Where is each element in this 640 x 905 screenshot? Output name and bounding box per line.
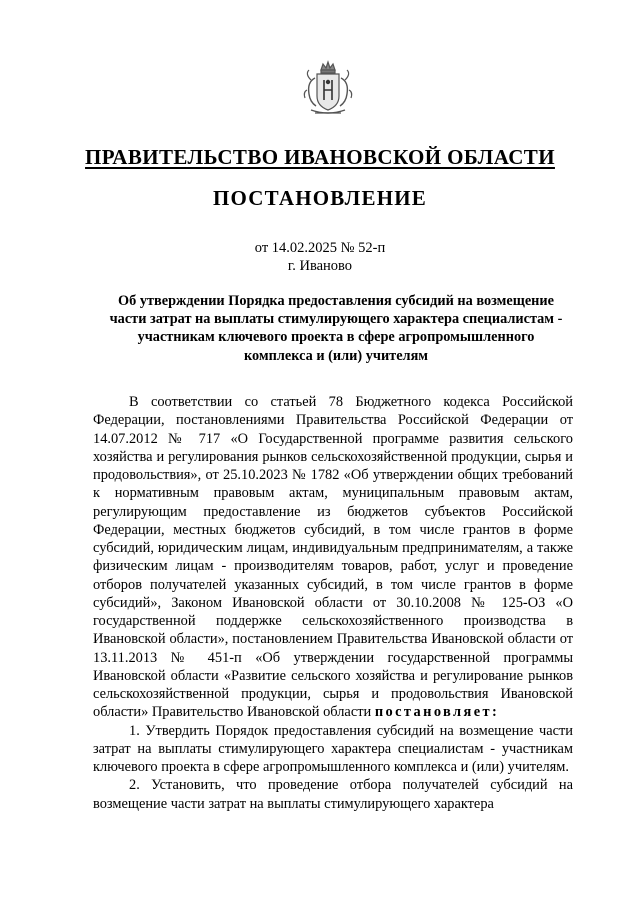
date-number: от 14.02.2025 № 52-п [254, 240, 386, 256]
city: г. Иваново [287, 258, 353, 274]
preamble-text: В соответствии со статьей 78 Бюджетного кодекса Российской Федерации, постановлениями Правительства Российской Федерации от 14.07.2012 № 717 «О Государственной программе развития сельского хозяйства и регулирования рынков сельскохозяйственной продукции, сырья и продовольствия», от 25.10.2023 № 1782 «Об утверждении общих требований к нормативным правовым актам, муниципальным правовым актам, регулирующим предоставление из бюджетов субъектов Российской Федерации, местных бюджетов субсидий, в том числе грантов в форме субсидий, юридическим лицам, индивидуальным предпринимателям, а также физическим лицам - производителям товаров, работ, услуг и проведение отборов получателей указанных субсидий, в том числе грантов в форме субсидий», Законом Ивановской области от 30.10.2008 № 125-ОЗ «О государственной поддержке сельскохозяйственного производства в Ивановской области», постановлением Правительства Ивановской области от 13.11.2013 № 451-п «Об утверждении государственной программы Ивановской области «Развитие сельского хозяйства и регулирование рынков сельскохозяйственной продукции, сырья и продовольствия Ивановской области» Правительство Ивановской области [93, 394, 573, 721]
document-body [93, 393, 573, 813]
subject-line: части затрат на выплаты стимулирующего характера специалистам - [109, 311, 563, 328]
item-1-paragraph: 1. Утвердить Порядок предоставления субсидий на возмещение части затрат на выплаты стимулирующего характера специалистам - участникам ключевого проекта в сфере агропромышленного комплекса и (или) учителям. [93, 722, 573, 775]
subject-line: Об утверждении Порядка предоставления субсидий на возмещение [117, 293, 555, 309]
subject-line: участникам ключевого проекта в сфере агропромышленного [137, 329, 535, 346]
ivanovo-coat-of-arms-icon [297, 60, 359, 118]
government-title: ПРАВИТЕЛЬСТВО ИВАНОВСКОЙ ОБЛАСТИ [85, 145, 555, 169]
document-type: ПОСТАНОВЛЕНИЕ [212, 186, 428, 210]
resolves-word: постановляет: [374, 704, 500, 721]
preamble-paragraph [93, 393, 573, 722]
item-2-paragraph: 2. Установить, что проведение отбора получателей субсидий на возмещение части затрат на выплаты стимулирующего характера [93, 777, 573, 812]
subject-line: комплекса и (или) учителям [243, 347, 429, 364]
document-subject [90, 292, 582, 365]
